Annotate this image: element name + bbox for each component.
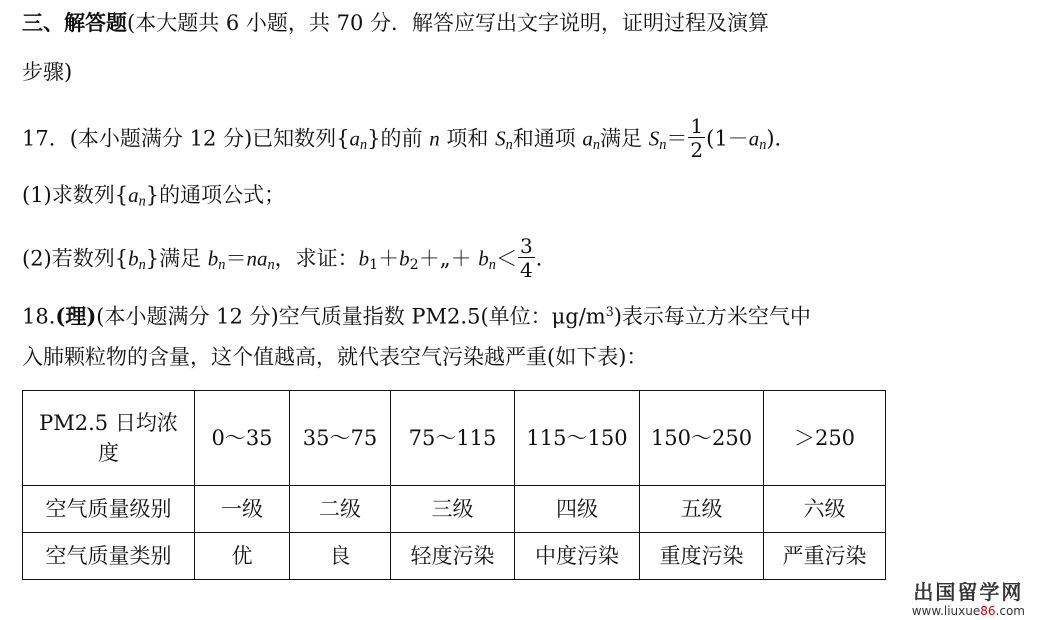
- level-cell: 三级: [391, 486, 515, 533]
- var-a: a: [582, 126, 593, 151]
- table-row-categories: [23, 533, 886, 580]
- var-b: b: [478, 246, 489, 271]
- range-cell: ＞250: [764, 391, 886, 486]
- q18-text1: (本小题满分 12 分)空气质量指数 PM2.5(单位：μg/m: [96, 304, 606, 329]
- category-cell: 优: [195, 533, 290, 580]
- sub-n: n: [592, 137, 601, 154]
- level-label: 空气质量级别: [23, 486, 195, 533]
- q18-line2: [22, 342, 647, 372]
- sub-n: n: [759, 137, 767, 154]
- plus: ＋: [418, 246, 440, 271]
- q17-part1: [22, 180, 285, 217]
- q17-mid1: }的前: [367, 126, 430, 151]
- level-cell: 四级: [515, 486, 640, 533]
- equals: ＝: [225, 246, 247, 271]
- var-n: n: [246, 246, 257, 271]
- level-cell: 二级: [290, 486, 391, 533]
- q17-part2: [22, 234, 543, 282]
- section-intro-2: 步骤): [22, 60, 73, 84]
- equals: ＝: [666, 126, 688, 151]
- pm25-table: [22, 390, 886, 580]
- q18-text2: 入肺颗粒物的含量，这个值越高，就代表空气污染越严重(如下表)：: [22, 345, 648, 369]
- range-cell: 150～250: [640, 391, 764, 486]
- fraction-one-half: $\frac{1}{2}$: [690, 114, 704, 162]
- range-cell: 35～75: [290, 391, 391, 486]
- sub-n: n: [505, 137, 513, 154]
- var-n: n: [429, 126, 440, 151]
- var-a: a: [256, 246, 268, 271]
- ellipsis: „＋: [439, 246, 479, 271]
- table-header-label: PM2.5 日均浓 度: [23, 391, 195, 486]
- q18-number: 18.: [22, 304, 56, 329]
- table-row-levels: [23, 486, 886, 533]
- q17-stem: [22, 114, 796, 162]
- watermark-url: www.liuxue86.com: [911, 604, 1025, 618]
- category-label: 空气质量类别: [23, 533, 195, 580]
- var-a: a: [128, 183, 139, 207]
- p2-mid1: }满足: [145, 246, 208, 271]
- sub-2: 2: [409, 257, 419, 274]
- var-a: a: [349, 126, 361, 151]
- level-cell: 六级: [764, 486, 886, 533]
- q17-mid2: 项和: [439, 126, 496, 151]
- fraction-three-quarters: $\frac{3}{4}$: [519, 234, 533, 282]
- sub-n: n: [138, 193, 146, 210]
- range-cell: 115～150: [515, 391, 640, 486]
- period: .: [535, 246, 543, 271]
- p2-mid2: ，求证：: [274, 246, 359, 271]
- table-row-ranges: [23, 391, 886, 486]
- q18-li-tag: (理): [55, 303, 97, 329]
- category-cell: 良: [290, 533, 391, 580]
- var-S: S: [495, 126, 506, 151]
- less-than: ＜: [495, 246, 517, 271]
- q17-tail1: (1－: [706, 126, 749, 151]
- sub-n: n: [659, 137, 667, 154]
- q17-mid3: 和通项: [512, 126, 583, 151]
- sub-n: n: [360, 137, 368, 154]
- site-watermark: [912, 580, 1025, 618]
- section-heading: 三、解答题: [22, 10, 127, 35]
- p1-prefix: (1)求数列{: [22, 183, 129, 207]
- range-cell: 75～115: [391, 391, 515, 486]
- var-S: S: [648, 126, 660, 151]
- q17-mid4: 满足: [600, 126, 649, 151]
- sub-1: 1: [369, 257, 379, 274]
- var-b: b: [399, 246, 410, 271]
- sub-n: n: [267, 257, 275, 274]
- section-intro-1: (本大题共 6 小题，共 70 分．解答应写出文字说明，证明过程及演算: [127, 11, 769, 35]
- category-cell: 轻度污染: [391, 533, 515, 580]
- p1-suffix: }的通项公式；: [145, 183, 286, 207]
- sub-n: n: [218, 257, 226, 274]
- q18-line1: [22, 297, 811, 332]
- q17-tail2: )．: [766, 126, 796, 151]
- var-b: b: [358, 246, 370, 271]
- sub-n: n: [138, 257, 146, 274]
- sub-n: n: [488, 257, 496, 274]
- category-cell: 中度污染: [515, 533, 640, 580]
- sup-3: 3: [605, 304, 614, 319]
- q18-text1-tail: )表示每立方米空气中: [613, 304, 811, 329]
- var-b: b: [128, 246, 139, 271]
- range-cell: 0～35: [195, 391, 290, 486]
- level-cell: 一级: [195, 486, 290, 533]
- level-cell: 五级: [640, 486, 764, 533]
- q17-prefix: 17．(本小题满分 12 分)已知数列{: [22, 126, 350, 151]
- var-b: b: [207, 246, 219, 271]
- section-heading-line: [22, 8, 769, 38]
- category-cell: 重度污染: [640, 533, 764, 580]
- section-intro-line2: [22, 57, 72, 87]
- var-a: a: [748, 126, 760, 151]
- p2-prefix: (2)若数列{: [22, 246, 129, 271]
- plus: ＋: [378, 246, 400, 271]
- category-cell: 严重污染: [764, 533, 886, 580]
- watermark-name: 出国留学网: [913, 580, 1024, 604]
